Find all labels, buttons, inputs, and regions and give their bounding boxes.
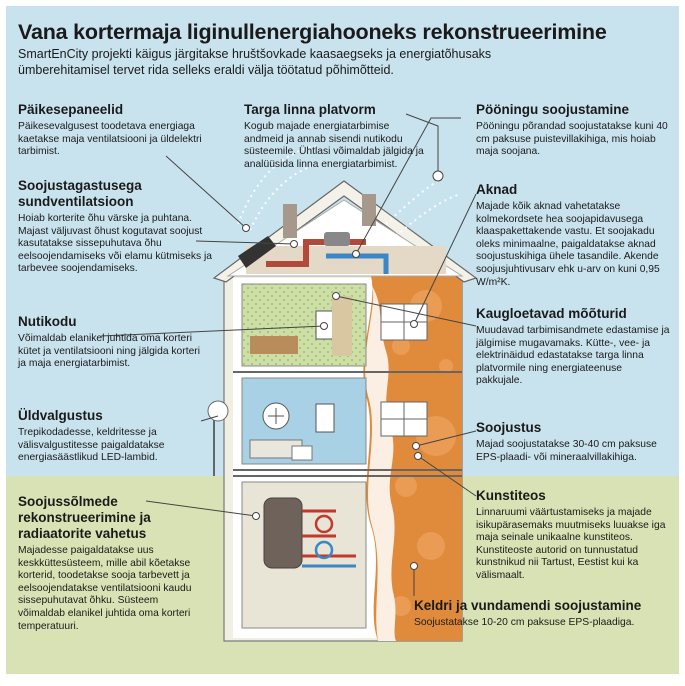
room-upper xyxy=(242,284,366,366)
block-title: Keldri ja vundamendi soojustamine xyxy=(414,598,642,613)
block-paikesepaneelid xyxy=(18,102,223,159)
block-keldri xyxy=(414,598,674,630)
block-body: Trepikodadesse, keldritesse ja välisvalgustitesse paigaldatakse energiasäästlikud LED-lambid. xyxy=(18,427,165,464)
block-title: Üldvalgustus xyxy=(18,408,103,423)
block-body: Majad soojustatakse 30-40 cm paksuse EPS-plaadi- või mineraalvillakihiga. xyxy=(476,439,657,463)
block-title: Soojussõlmede rekonstrueerimine ja radiaatorite vahetus xyxy=(18,494,151,541)
block-title: Päikesepaneelid xyxy=(18,102,124,117)
block-soojustagastus xyxy=(18,178,218,276)
block-nutikodu xyxy=(18,314,208,371)
room-middle xyxy=(242,378,366,464)
block-targa-linna xyxy=(244,102,424,171)
block-aknad xyxy=(476,182,671,289)
block-body: Pööningu põrandad soojustatakse kuni 40 cm paksuse puistevillakihiga, mis hoiab maja soojana. xyxy=(476,121,668,158)
intro-text: SmartEnCity projekti käigus järgitakse hruštšovkade kaasaegseks ja energiatõhusaks ümberehitamisel tervet rida selleks eraldi välja töötatud põhimõtteid. xyxy=(18,47,492,77)
block-kaugloetavad xyxy=(476,306,671,388)
block-soojussolmed xyxy=(18,494,208,633)
block-title: Aknad xyxy=(476,182,518,197)
block-body: Linnaruumi väärtustamiseks ja majade isikupärasemaks muutmiseks luuakse iga maja seinale unikaalne kunstiteos. Kunstiteoste autorid on tunnustatud kunstnikud nii Tartust, Eestist kui ka välismaalt. xyxy=(476,507,666,581)
block-body: Kogub majade energiatarbimise andmeid ja annab sisendi nutikodu süsteemile. Ühtlasi võimaldab jälgida ja analüüsida linna energiatarbimist. xyxy=(244,121,424,170)
block-soojustus xyxy=(476,420,671,464)
roof xyxy=(214,181,476,282)
block-body: Majadesse paigaldatakse uus keskküttesüsteem, mille abil kõetakse korterid, toodetakse sooja tarbevett ja eelsoojendatakse ventilatsiooni kaudu sissepuhutavat õhku. Süsteem võimaldab elanikel juhtida oma korteri temperatuuri. xyxy=(18,545,192,632)
block-kunstiteos xyxy=(476,488,671,583)
infographic-title: Vana kortermaja liginullenergiahooneks rekonstrueerimine xyxy=(18,20,607,44)
block-body: Hoiab korterite õhu värske ja puhtana. Majast väljuvast õhust kogutavat soojust kasutatakse sissepuhutava õhu eelsoojendamiseks või elamu kütmiseks ja tarbevee soojendamiseks. xyxy=(18,213,213,275)
block-title: Kunstiteos xyxy=(476,488,546,503)
block-title: Nutikodu xyxy=(18,314,77,329)
block-body: Muudavad tarbimisandmete edastamise ja jälgimise mugavamaks. Kütte-, vee- ja elektrinäidud edastatakse targa linna platvormile ning energiateenuse pakkujale. xyxy=(476,325,670,387)
infographic xyxy=(6,6,679,674)
block-pooningu xyxy=(476,102,671,159)
block-title: Soojustus xyxy=(476,420,542,435)
block-body: Päikesevalgusest toodetava energiaga kaetakse maja ventilatsiooni ja üldelektri tarbimist. xyxy=(18,121,202,158)
block-title: Pööningu soojustamine xyxy=(476,102,630,117)
block-title: Soojustagastusega sundventilatsioon xyxy=(18,178,142,209)
block-body: Majade kõik aknad vahetatakse kolmekordsete hea soojapidavusega klaaspakettakende vastu. Et soojakadu oleks minimaalne, paigaldatakse aknad soojustuskihiga ühele tasandile. Akende soojusjuhtivusarv ehk u-arv on kuni 0,95 W/m²K. xyxy=(476,201,660,288)
block-title: Kaugloetavad mõõturid xyxy=(476,306,627,321)
block-body: Võimaldab elanikel juhtida oma korteri kütet ja ventilatsiooni ning jälgida korteri ja maja energiatarbimist. xyxy=(18,333,201,370)
block-body: Soojustatakse 10-20 cm paksuse EPS-plaadiga. xyxy=(414,617,635,628)
room-basement xyxy=(242,482,366,628)
block-uldvalgustus xyxy=(18,408,208,465)
block-title: Targa linna platvorm xyxy=(244,102,376,117)
